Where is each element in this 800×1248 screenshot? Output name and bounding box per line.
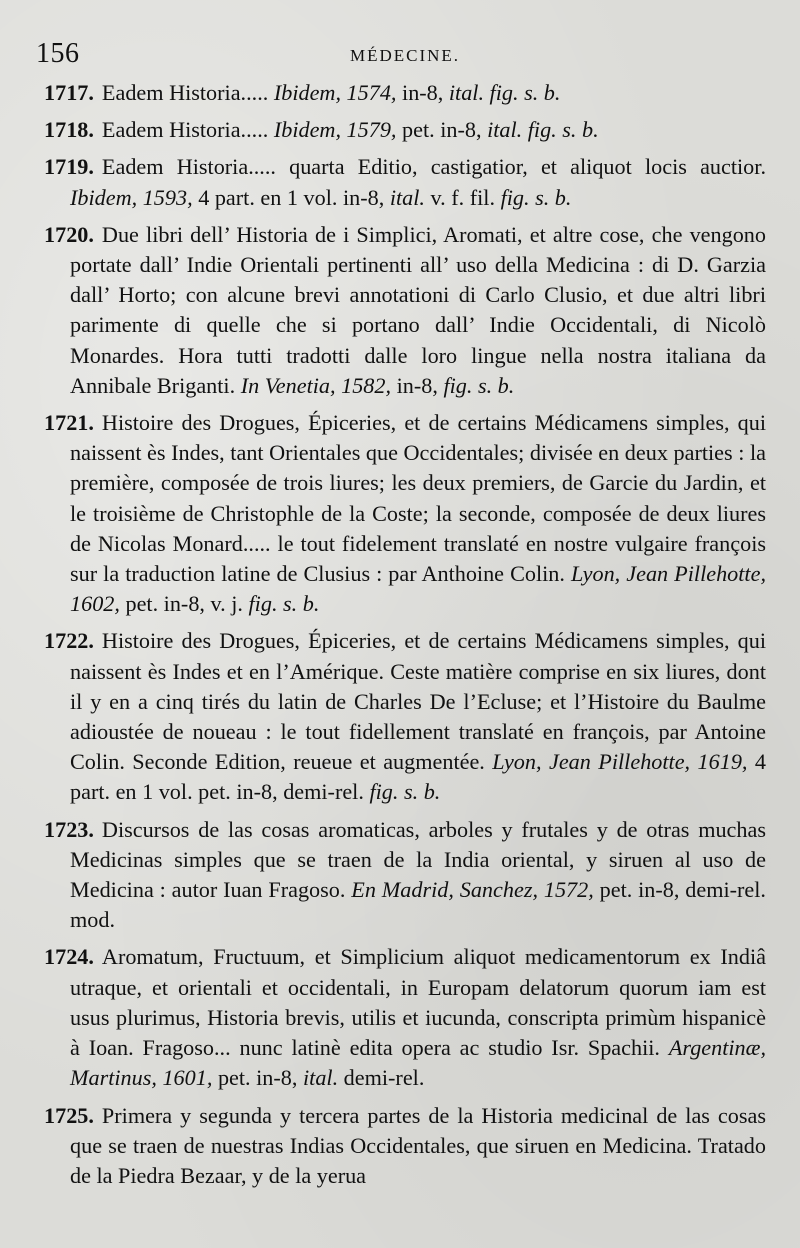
- catalog-entry: [44, 815, 766, 936]
- running-head: [36, 38, 766, 78]
- catalog-entry: [44, 626, 766, 807]
- catalog-entry: [44, 115, 766, 145]
- catalog-entry: [44, 152, 766, 212]
- catalog-entry: [44, 78, 766, 108]
- entry-text: Histoire des Drogues, Épiceries, et de certains Médicamens simples, qui naissent ès Indes, tant Orientales que Occidentales; divisée en deux parties : la première, composée de trois liures; les deux premiers, de Garcie du Jardin, et le troisième de Christophle de la Coste; la seconde, composée de deux liures de Nicolas Monard..... le tout fidelement translaté en nostre vulgaire françois sur la traduction latine de Clusius : par Anthoine Colin. Lyon, Jean Pillehotte, 1602, pet. in-8, v. j. fig. s. b.: [70, 410, 766, 617]
- catalog-entry: [44, 408, 766, 619]
- entry-number: 1724.: [44, 944, 94, 970]
- entry-number: 1721.: [44, 410, 94, 436]
- entry-text: Primera y segunda y tercera partes de la Historia medicinal de las cosas que se traen de nuestras Indias Occidentales, que siruen en Medicina. Tratado de la Piedra Bezaar, y de la yerua: [70, 1102, 766, 1188]
- entry-number: 1725.: [44, 1102, 94, 1128]
- entry-number: 1718.: [44, 117, 94, 143]
- entry-text: Aromatum, Fructuum, et Simplicium aliquot medicamentorum ex Indiâ utraque, et orientali et occidentali, in Europam delatorum quorum iam est usus plurimus, Historia brevis, utilis et iucunda, conscripta primùm hispanicè à Ioan. Fragoso... nunc latinè edita opera ac studio Isr. Spachii. Argentinæ, Martinus, 1601, pet. in-8, ital. demi-rel.: [70, 944, 766, 1091]
- page-number: 156: [36, 38, 80, 69]
- catalog-entries: [44, 78, 766, 1191]
- book-page: [36, 38, 766, 1198]
- entry-text: Discursos de las cosas aromaticas, arboles y frutales y de otras muchas Medicinas simples que se traen de la India oriental, y siruen al uso de Medicina : autor Iuan Fragoso. En Madrid, Sanchez, 1572, pet. in-8, demi-rel. mod.: [70, 816, 766, 933]
- entry-number: 1719.: [44, 154, 94, 180]
- entry-text: Eadem Historia..... Ibidem, 1579, pet. in-8, ital. fig. s. b.: [101, 117, 599, 143]
- entry-number: 1720.: [44, 221, 94, 247]
- catalog-entry: [44, 942, 766, 1093]
- entry-text: Due libri dell’ Historia de i Simplici, Aromati, et altre cose, che vengono portate dall’ Indie Orientali pertinenti all’ uso della Medicina : di D. Garzia dall’ Horto; con alcune brevi annotationi di Carlo Clusio, et due altri libri parimente di quelle che si portano dall’ Indie Occidentali, di Nicolò Monardes. Hora tutti tradotti dalle loro lingue nella nostra italiana da Annibale Briganti. In Venetia, 1582, in-8, fig. s. b.: [70, 221, 766, 398]
- entry-text: Eadem Historia..... Ibidem, 1574, in-8, ital. fig. s. b.: [101, 80, 561, 105]
- entry-number: 1717.: [44, 80, 94, 105]
- entry-text: Histoire des Drogues, Épiceries, et de certains Médicamens simples, qui naissent ès Indes et en l’Amérique. Ceste matière comprise en six liures, dont il y en a cinq tirés du latin de Charles De l’Ecluse; et l’Histoire du Baulme adioustée de noueau : le tout fidellement translaté en françois, par Antoine Colin. Seconde Edition, reueue et augmentée. Lyon, Jean Pillehotte, 1619, 4 part. en 1 vol. pet. in-8, demi-rel. fig. s. b.: [70, 628, 766, 805]
- entry-text: Eadem Historia..... quarta Editio, castigatior, et aliquot locis auctior. Ibidem, 1593, 4 part. en 1 vol. in-8, ital. v. f. fil. fig. s. b.: [70, 154, 766, 210]
- running-title: MÉDECINE.: [349, 46, 461, 65]
- entry-number: 1722.: [44, 628, 94, 654]
- entry-number: 1723.: [44, 816, 94, 842]
- catalog-entry: [44, 1101, 766, 1192]
- catalog-entry: [44, 220, 766, 401]
